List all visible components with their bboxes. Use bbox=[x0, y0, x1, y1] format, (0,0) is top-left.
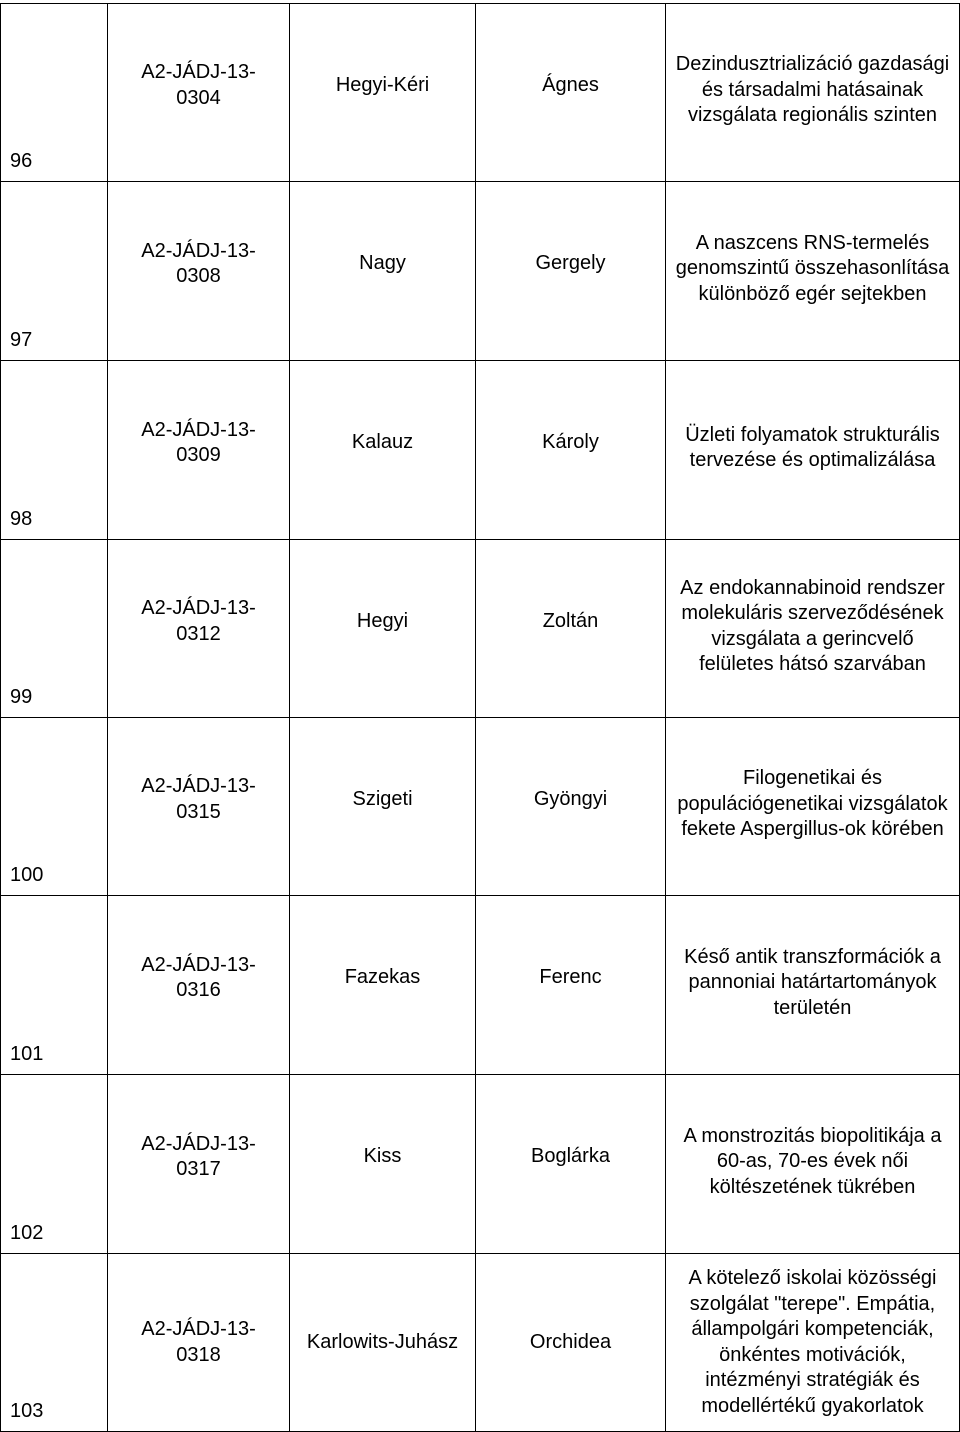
code-line-2: 0316 bbox=[176, 979, 221, 1001]
project-title: Üzleti folyamatok strukturális tervezése és optimalizálása bbox=[685, 423, 940, 471]
last-name: Kiss bbox=[363, 1145, 402, 1168]
first-name: Gyöngyi bbox=[533, 787, 608, 810]
last-name-cell bbox=[290, 1075, 476, 1254]
last-name-cell bbox=[290, 540, 476, 718]
last-name-cell bbox=[290, 182, 476, 361]
last-name-cell bbox=[290, 896, 476, 1075]
code-line-2: 0312 bbox=[176, 622, 221, 645]
row-number: 102 bbox=[1, 1075, 108, 1254]
project-title-cell bbox=[666, 361, 960, 540]
row-number: 99 bbox=[1, 540, 108, 718]
first-name-cell bbox=[476, 718, 666, 896]
row-number: 103 bbox=[1, 1254, 108, 1432]
application-code bbox=[108, 1075, 290, 1254]
first-name: Károly bbox=[542, 431, 599, 454]
last-name: Karlowits-Juhász bbox=[306, 1330, 459, 1353]
project-title-cell bbox=[666, 540, 960, 718]
code-line-2: 0304 bbox=[176, 86, 221, 109]
table-row bbox=[1, 361, 960, 540]
first-name-cell bbox=[476, 4, 666, 182]
code-line-2: 0317 bbox=[176, 1158, 221, 1180]
table-row bbox=[1, 4, 960, 182]
application-code bbox=[108, 718, 290, 896]
first-name-cell bbox=[476, 540, 666, 718]
first-name-cell bbox=[476, 1254, 666, 1432]
first-name: Ágnes bbox=[542, 73, 599, 96]
project-title: Dezindusztrializáció gazdasági és társadalmi hatásainak vizsgálata regionális szinten bbox=[675, 53, 950, 127]
application-code bbox=[108, 182, 290, 361]
code-line-1: A2-JÁDJ-13- bbox=[141, 1318, 256, 1340]
table-row bbox=[1, 718, 960, 896]
project-title-cell bbox=[666, 182, 960, 361]
project-title-cell bbox=[666, 896, 960, 1075]
project-title: Az endokannabinoid rendszer molekuláris szerveződésének vizsgálata a gerincvelő felületes hátsó szarvában bbox=[680, 576, 945, 675]
first-name: Zoltán bbox=[542, 609, 599, 632]
project-title: A monstrozitás biopolitikája a 60-as, 70-es évek női költészetének tükrében bbox=[683, 1124, 942, 1198]
row-number: 101 bbox=[1, 896, 108, 1075]
row-number: 96 bbox=[1, 4, 108, 182]
code-line-1: A2-JÁDJ-13- bbox=[141, 597, 256, 619]
project-title-cell bbox=[666, 1075, 960, 1254]
last-name: Szigeti bbox=[352, 787, 413, 810]
first-name-cell bbox=[476, 182, 666, 361]
project-title: A kötelező iskolai közösségi szolgálat "terepe". Empátia, állampolgári kompetenciák, önkéntes motivációk, intézményi stratégiák és modellértékű gyakorlatok bbox=[688, 1267, 937, 1417]
code-line-2: 0318 bbox=[176, 1343, 221, 1366]
application-code bbox=[108, 4, 290, 182]
last-name: Hegyi bbox=[356, 609, 409, 632]
row-number: 100 bbox=[1, 718, 108, 896]
code-line-2: 0315 bbox=[176, 800, 221, 823]
last-name: Nagy bbox=[359, 252, 406, 275]
code-line-1: A2-JÁDJ-13- bbox=[141, 1132, 256, 1155]
first-name: Orchidea bbox=[529, 1330, 612, 1353]
code-line-1: A2-JÁDJ-13- bbox=[141, 775, 256, 797]
project-title-cell bbox=[666, 4, 960, 182]
project-title: A naszcens RNS-termelés genomszintű összehasonlítása különböző egér sejtekben bbox=[675, 231, 950, 305]
last-name-cell bbox=[290, 1254, 476, 1432]
table-row bbox=[1, 896, 960, 1075]
application-code bbox=[108, 896, 290, 1075]
last-name-cell bbox=[290, 4, 476, 182]
applicants-table bbox=[0, 3, 960, 1432]
last-name-cell bbox=[290, 718, 476, 896]
code-line-1: A2-JÁDJ-13- bbox=[141, 953, 256, 976]
first-name: Gergely bbox=[535, 252, 606, 275]
first-name-cell bbox=[476, 896, 666, 1075]
code-line-2: 0308 bbox=[176, 265, 221, 287]
code-line-2: 0309 bbox=[176, 444, 221, 466]
code-line-1: A2-JÁDJ-13- bbox=[141, 418, 256, 441]
code-line-1: A2-JÁDJ-13- bbox=[141, 239, 256, 262]
project-title: Késő antik transzformációk a pannoniai határtartományok területén bbox=[684, 945, 941, 1019]
application-code bbox=[108, 361, 290, 540]
first-name-cell bbox=[476, 1075, 666, 1254]
project-title-cell bbox=[666, 1254, 960, 1432]
row-number: 98 bbox=[1, 361, 108, 540]
last-name: Kalauz bbox=[351, 431, 414, 454]
row-number: 97 bbox=[1, 182, 108, 361]
table-row bbox=[1, 182, 960, 361]
last-name-cell bbox=[290, 361, 476, 540]
last-name: Hegyi-Kéri bbox=[335, 73, 430, 96]
application-code bbox=[108, 540, 290, 718]
table-row bbox=[1, 1075, 960, 1254]
first-name: Boglárka bbox=[531, 1145, 610, 1168]
table-row bbox=[1, 1254, 960, 1432]
code-line-1: A2-JÁDJ-13- bbox=[141, 61, 256, 83]
first-name-cell bbox=[476, 361, 666, 540]
project-title-cell bbox=[666, 718, 960, 896]
first-name: Ferenc bbox=[539, 966, 602, 989]
project-title: Filogenetikai és populációgenetikai vizsgálatok fekete Aspergillus-ok körében bbox=[677, 767, 948, 841]
last-name: Fazekas bbox=[344, 966, 421, 989]
application-code bbox=[108, 1254, 290, 1432]
table-row bbox=[1, 540, 960, 718]
